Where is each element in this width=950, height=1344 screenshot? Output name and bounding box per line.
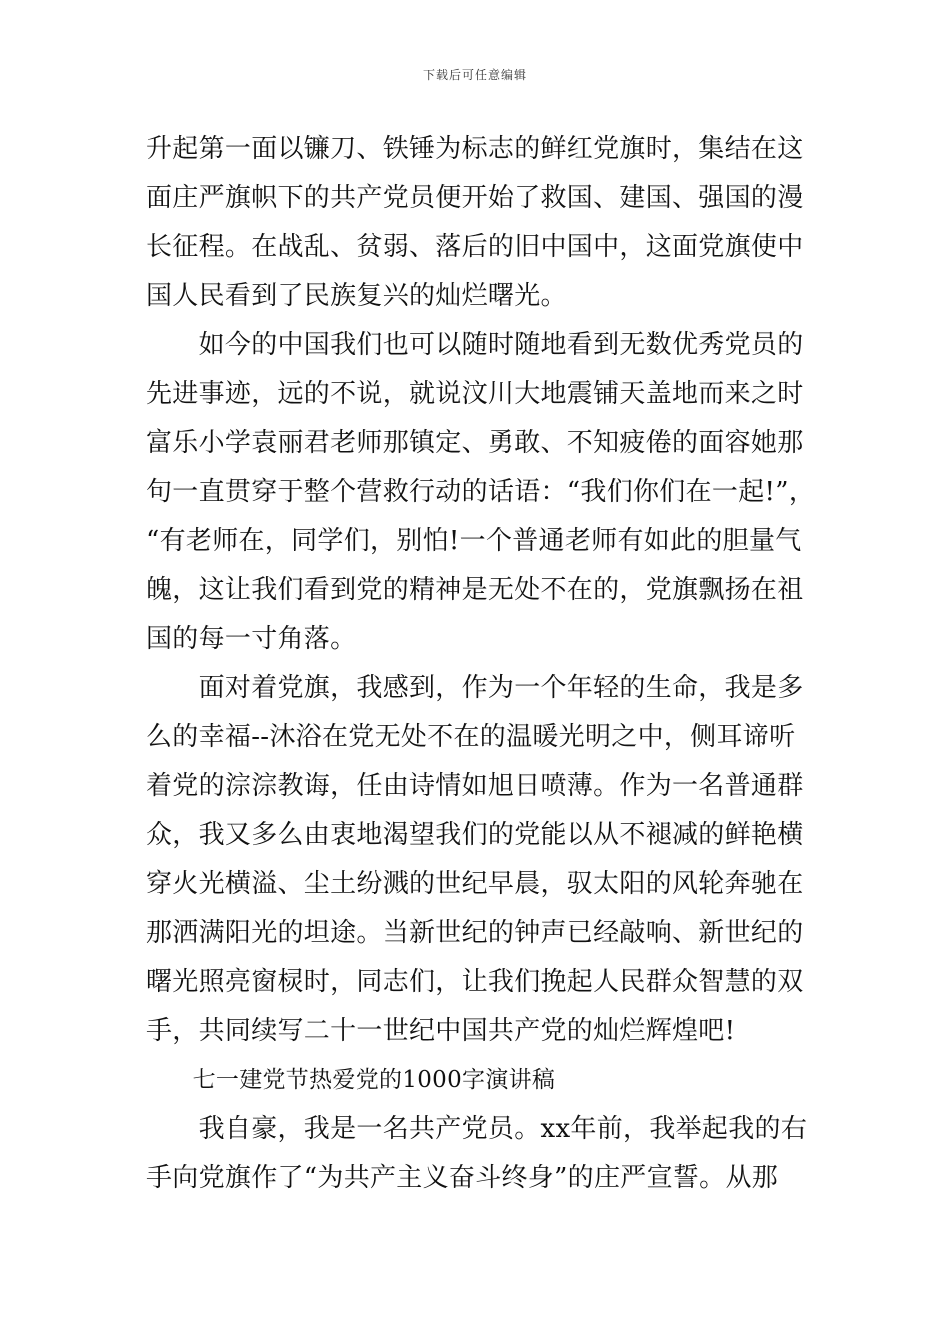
text-line: 众，我又多么由衷地渴望我们的党能以从不褪减的鲜艳横 [146, 820, 804, 850]
text-line: “有老师在，同学们，别怕!一个普通老师有如此的胆量气 [146, 526, 802, 556]
text-line: 如今的中国我们也可以随时随地看到无数优秀党员的 [146, 330, 804, 360]
text-line: 魄，这让我们看到党的精神是无处不在的，党旗飘扬在祖 [146, 575, 804, 605]
text-line: 国的每一寸角落。 [146, 624, 357, 654]
text-line: 升起第一面以镰刀、铁锤为标志的鲜红党旗时，集结在这 [146, 134, 804, 164]
text-line: 穿火光横溢、尘土纷溅的世纪早晨，驭太阳的风轮奔驰在 [146, 869, 804, 899]
section-title: 七一建党节热爱党的1000字演讲稿 [146, 1067, 556, 1093]
text-line: 国人民看到了民族复兴的灿烂曙光。 [146, 281, 567, 311]
text-line: 手，共同续写二十一世纪中国共产党的灿烂辉煌吧! [146, 1016, 736, 1046]
text-line: 面庄严旗帜下的共产党员便开始了救国、建国、强国的漫 [146, 183, 804, 213]
text-line: 句一直贯穿于整个营救行动的话语：“我们你们在一起!”， [146, 477, 816, 507]
text-line: 富乐小学袁丽君老师那镇定、勇敢、不知疲倦的面容她那 [146, 428, 804, 458]
page-header: 下载后可任意编辑 [422, 68, 527, 82]
document-body [146, 125, 816, 1203]
text-line: 么的幸福--沐浴在党无处不在的温暖光明之中，侧耳谛听 [146, 722, 796, 752]
text-line: 曙光照亮窗棂时，同志们，让我们挽起人民群众智慧的双 [146, 967, 804, 997]
text-line: 着党的淙淙教诲，任由诗情如旭日喷薄。作为一名普通群 [146, 771, 804, 801]
text-line: 手向党旗作了“为共产主义奋斗终身”的庄严宣誓。从那 [146, 1163, 779, 1193]
text-line: 面对着党旗，我感到，作为一个年轻的生命，我是多 [146, 673, 804, 703]
text-line: 长征程。在战乱、贫弱、落后的旧中国中，这面党旗使中 [146, 232, 804, 262]
text-line: 那洒满阳光的坦途。当新世纪的钟声已经敲响、新世纪的 [146, 918, 804, 948]
text-line: 先进事迹，远的不说，就说汶川大地震铺天盖地而来之时 [146, 379, 804, 409]
text-line: 我自豪，我是一名共产党员。xx年前，我举起我的右 [146, 1114, 808, 1144]
